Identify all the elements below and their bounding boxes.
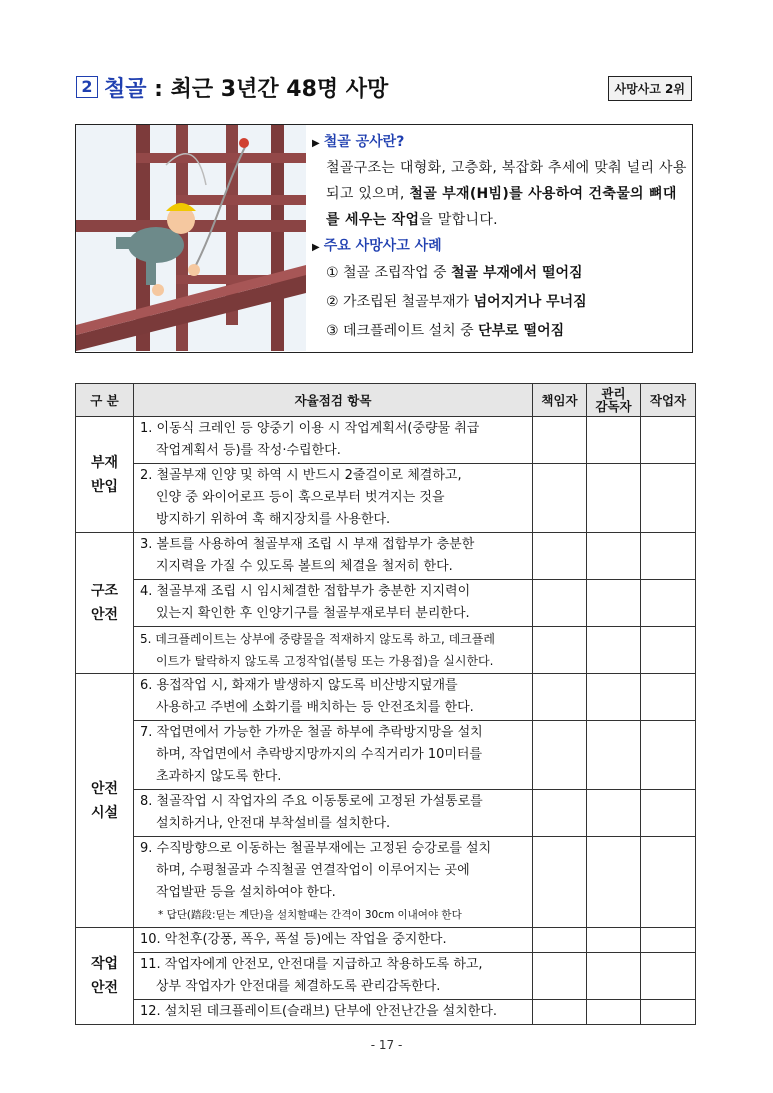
table-row xyxy=(76,721,696,790)
worker-check-cell[interactable] xyxy=(641,580,696,627)
intro-text xyxy=(312,131,690,346)
supervisor-check-cell[interactable] xyxy=(587,721,641,790)
check-item: 6. 용접작업 시, 화재가 발생하지 않도록 비산방지덮개를 사용하고 주변에 소화기를 배치하는 등 안전조치를 한다. xyxy=(134,674,533,721)
manager-check-cell[interactable] xyxy=(533,837,587,928)
rank-badge: 사망사고 2위 xyxy=(608,76,693,101)
category-cell: 구조 안전 xyxy=(76,533,134,674)
worker-check-cell[interactable] xyxy=(641,627,696,674)
table-row xyxy=(76,790,696,837)
check-item: 2. 철골부재 인양 및 하역 시 반드시 2줄걸이로 체결하고, 인양 중 와이어로프 등이 훅으로부터 벗겨지는 것을 방지하기 위하여 훅 해지장치를 사용한다. xyxy=(134,464,533,533)
check-item: 4. 철골부재 조립 시 임시체결한 접합부가 충분한 지지력이 있는지 확인한 후 인양기구를 철골부재로부터 분리한다. xyxy=(134,580,533,627)
supervisor-check-cell[interactable] xyxy=(587,674,641,721)
title-subtitle: : 최근 3년간 48명 사망 xyxy=(146,77,389,102)
supervisor-check-cell[interactable] xyxy=(587,533,641,580)
worker-check-cell[interactable] xyxy=(641,1000,696,1025)
header-worker: 작업자 xyxy=(641,384,696,417)
section-heading: ▶ 철골 공사란? xyxy=(312,134,405,150)
worker-check-cell[interactable] xyxy=(641,464,696,533)
manager-check-cell[interactable] xyxy=(533,790,587,837)
check-item-note: * 답단(踏段:딛는 계단)을 설치할때는 간격이 30cm 이내여야 한다 xyxy=(158,909,462,921)
accident-case: ② 가조립된 철골부재가 넘어지거나 무너짐 xyxy=(326,294,587,310)
definition-paragraph: 철골구조는 대형화, 고층화, 복잡화 추세에 맞춰 널리 사용되고 있으며, 철골 부재(H빔)를 사용하여 건축물의 뼈대를 세우는 작업을 말합니다. xyxy=(326,160,687,228)
header-manager: 책임자 xyxy=(533,384,587,417)
header-category: 구 분 xyxy=(76,384,134,417)
section-heading: ▶ 주요 사망사고 사례 xyxy=(312,238,442,254)
manager-check-cell[interactable] xyxy=(533,464,587,533)
worker-check-cell[interactable] xyxy=(641,837,696,928)
table-row xyxy=(76,953,696,1000)
check-item: 12. 설치된 데크플레이트(슬래브) 단부에 안전난간을 설치한다. xyxy=(134,1000,533,1025)
table-row xyxy=(76,417,696,464)
section-number: 2 xyxy=(76,76,98,98)
supervisor-check-cell[interactable] xyxy=(587,837,641,928)
table-row xyxy=(76,464,696,533)
category-cell: 안전 시설 xyxy=(76,674,134,928)
check-item: 1. 이동식 크레인 등 양중기 이용 시 작업계획서(중량물 취급 작업계획서 등)를 작성·수립한다. xyxy=(134,417,533,464)
check-item: 5. 데크플레이트는 상부에 중량물을 적재하지 않도록 하고, 데크플레 이트가 탈락하지 않도록 고정작업(볼팅 또는 가용접)을 실시한다. xyxy=(134,627,533,674)
manager-check-cell[interactable] xyxy=(533,953,587,1000)
manager-check-cell[interactable] xyxy=(533,533,587,580)
supervisor-check-cell[interactable] xyxy=(587,464,641,533)
steel-worker-illustration xyxy=(76,125,306,351)
manager-check-cell[interactable] xyxy=(533,674,587,721)
worker-check-cell[interactable] xyxy=(641,417,696,464)
worker-check-cell[interactable] xyxy=(641,953,696,1000)
manager-check-cell[interactable] xyxy=(533,721,587,790)
table-row xyxy=(76,1000,696,1025)
worker-check-cell[interactable] xyxy=(641,533,696,580)
accident-case: ① 철골 조립작업 중 철골 부재에서 떨어짐 xyxy=(326,265,583,281)
table-row xyxy=(76,837,696,928)
checklist-table xyxy=(75,383,696,1025)
check-item: 10. 악천후(강풍, 폭우, 폭설 등)에는 작업을 중지한다. xyxy=(134,928,533,953)
supervisor-check-cell[interactable] xyxy=(587,953,641,1000)
page-header xyxy=(76,72,692,104)
header-item: 자율점검 항목 xyxy=(134,384,533,417)
worker-check-cell[interactable] xyxy=(641,721,696,790)
check-item: 9. 수직방향으로 이동하는 철골부재에는 고정된 승강로를 설치 하며, 수평철골과 수직철골 연결작업이 이루어지는 곳에 작업발판 등을 설치하여야 한다. * 답단(踏段:딛는 계단)을 설치할때는 간격이 30cm 이내여야 한다 xyxy=(134,837,533,928)
supervisor-check-cell[interactable] xyxy=(587,580,641,627)
manager-check-cell[interactable] xyxy=(533,1000,587,1025)
supervisor-check-cell[interactable] xyxy=(587,790,641,837)
worker-check-cell[interactable] xyxy=(641,674,696,721)
table-row xyxy=(76,627,696,674)
table-row xyxy=(76,674,696,721)
manager-check-cell[interactable] xyxy=(533,417,587,464)
page-title xyxy=(104,72,388,103)
table-row xyxy=(76,533,696,580)
check-item: 7. 작업면에서 가능한 가까운 철골 하부에 추락방지망을 설치 하며, 작업면에서 추락방지망까지의 수직거리가 10미터를 초과하지 않도록 한다. xyxy=(134,721,533,790)
bullet-triangle-icon: ▶ xyxy=(312,138,320,149)
table-row xyxy=(76,928,696,953)
title-keyword: 철골 xyxy=(104,77,147,102)
manager-check-cell[interactable] xyxy=(533,928,587,953)
supervisor-check-cell[interactable] xyxy=(587,627,641,674)
supervisor-check-cell[interactable] xyxy=(587,928,641,953)
check-item: 8. 철골작업 시 작업자의 주요 이동통로에 고정된 가설통로를 설치하거나, 안전대 부착설비를 설치한다. xyxy=(134,790,533,837)
manager-check-cell[interactable] xyxy=(533,627,587,674)
worker-check-cell[interactable] xyxy=(641,928,696,953)
header-supervisor: 관리 감독자 xyxy=(587,384,641,417)
worker-check-cell[interactable] xyxy=(641,790,696,837)
category-cell: 작업 안전 xyxy=(76,928,134,1025)
check-item: 3. 볼트를 사용하여 철골부재 조립 시 부재 접합부가 충분한 지지력을 가질 수 있도록 볼트의 체결을 철저히 한다. xyxy=(134,533,533,580)
check-item: 11. 작업자에게 안전모, 안전대를 지급하고 착용하도록 하고, 상부 작업자가 안전대를 체결하도록 관리감독한다. xyxy=(134,953,533,1000)
page-number: - 17 - xyxy=(370,1038,403,1052)
manager-check-cell[interactable] xyxy=(533,580,587,627)
table-header-row xyxy=(76,384,696,417)
table-row xyxy=(76,580,696,627)
supervisor-check-cell[interactable] xyxy=(587,1000,641,1025)
bullet-triangle-icon: ▶ xyxy=(312,242,320,253)
intro-box xyxy=(75,124,693,353)
category-cell: 부재 반입 xyxy=(76,417,134,533)
accident-case: ③ 데크플레이트 설치 중 단부로 떨어짐 xyxy=(326,323,565,339)
supervisor-check-cell[interactable] xyxy=(587,417,641,464)
